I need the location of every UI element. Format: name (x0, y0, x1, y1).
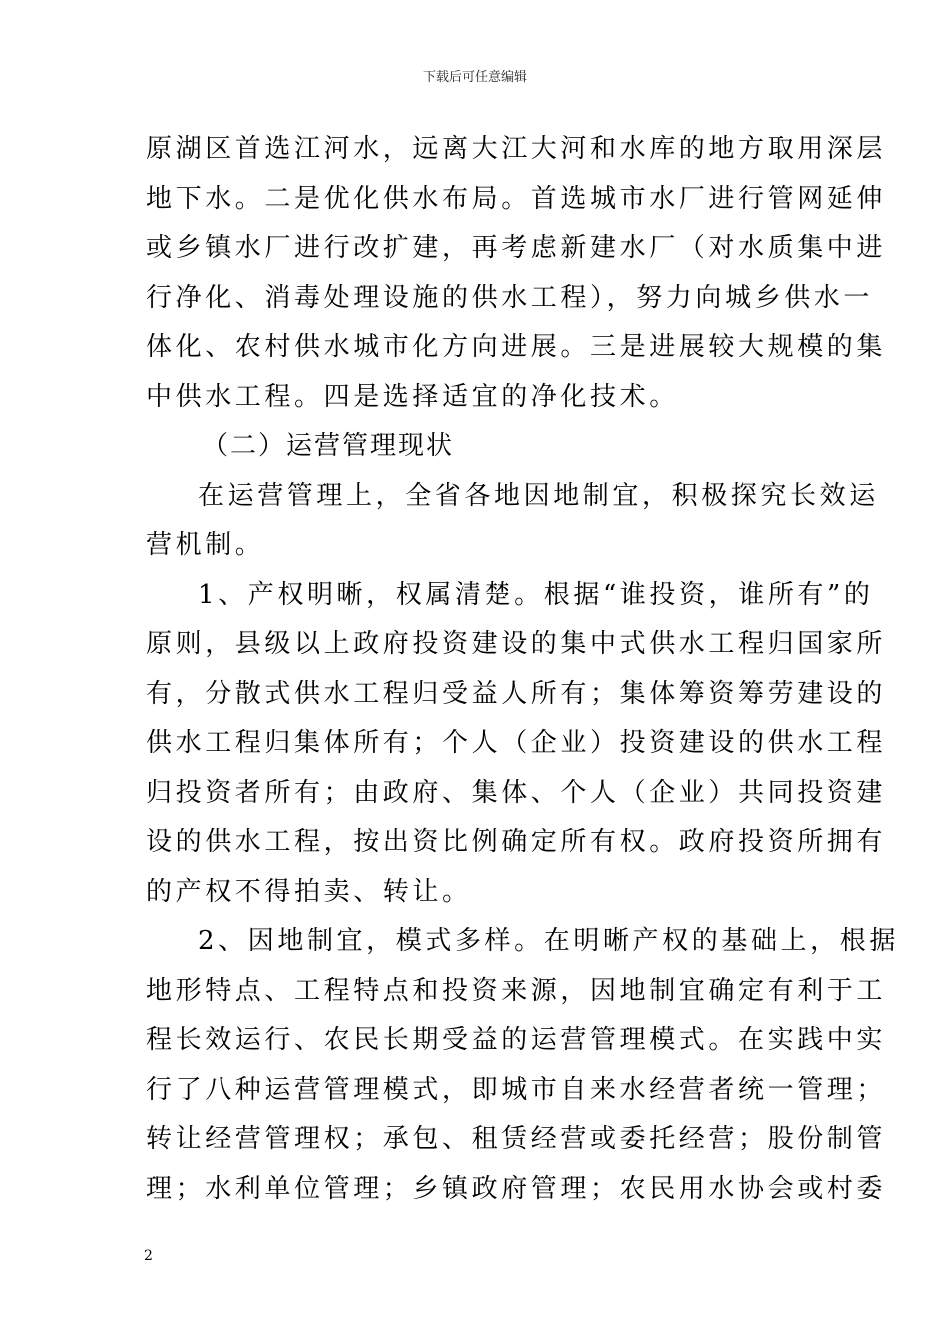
page-number: 2 (144, 1248, 153, 1264)
text-line: 地形特点、工程特点和投资来源，因地制宜确定有利于工 (146, 975, 887, 1006)
text-line: 原湖区首选江河水，远离大江大河和水库的地方取用深层 (146, 134, 887, 164)
text-line: 或乡镇水厂进行改扩建，再考虑新建水厂（对水质集中进 (146, 233, 887, 263)
text-line: 归投资者所有；由政府、集体、个人（企业）共同投资建 (146, 777, 887, 808)
text-line: 的产权不得拍卖、转让。 (146, 876, 472, 907)
paragraph-start: 2、因地制宜，模式多样。在明晰产权的基础上，根据 (198, 926, 899, 956)
paragraph-start: 1、产权明晰，权属清楚。根据“谁投资，谁所有”的 (198, 579, 874, 610)
text-line: 营机制。 (146, 530, 265, 560)
text-line: 程长效运行、农民长期受益的运营管理模式。在实践中实 (146, 1025, 887, 1055)
text-line: 地下水。二是优化供水布局。首选城市水厂进行管网延伸 (146, 183, 887, 214)
page-header: 下载后可任意编辑 (422, 70, 527, 85)
text-line: 有，分散式供水工程归受益人所有；集体筹资筹劳建设的 (146, 678, 887, 709)
text-line: 理；水利单位管理；乡镇政府管理；农民用水协会或村委 (146, 1173, 887, 1204)
text-line: 转让经营管理权；承包、租赁经营或委托经营；股份制管 (146, 1124, 887, 1154)
text-line: 体化、农村供水城市化方向进展。三是进展较大规模的集 (146, 332, 887, 362)
text-line: 行了八种运营管理模式，即城市自来水经营者统一管理； (146, 1074, 887, 1105)
text-line: 行净化、消毒处理设施的供水工程），努力向城乡供水一 (146, 282, 874, 313)
text-line: 原则，县级以上政府投资建设的集中式供水工程归国家所 (146, 629, 887, 659)
section-heading: （二）运营管理现状 (202, 431, 455, 461)
paragraph-start: 在运营管理上，全省各地因地制宜，积极探究长效运 (198, 480, 879, 511)
text-line: 设的供水工程，按出资比例确定所有权。政府投资所拥有 (146, 827, 887, 857)
body-text (146, 125, 899, 1214)
text-line: 中供水工程。四是选择适宜的净化技术。 (146, 381, 679, 412)
text-line: 供水工程归集体所有；个人（企业）投资建设的供水工程 (146, 728, 887, 758)
